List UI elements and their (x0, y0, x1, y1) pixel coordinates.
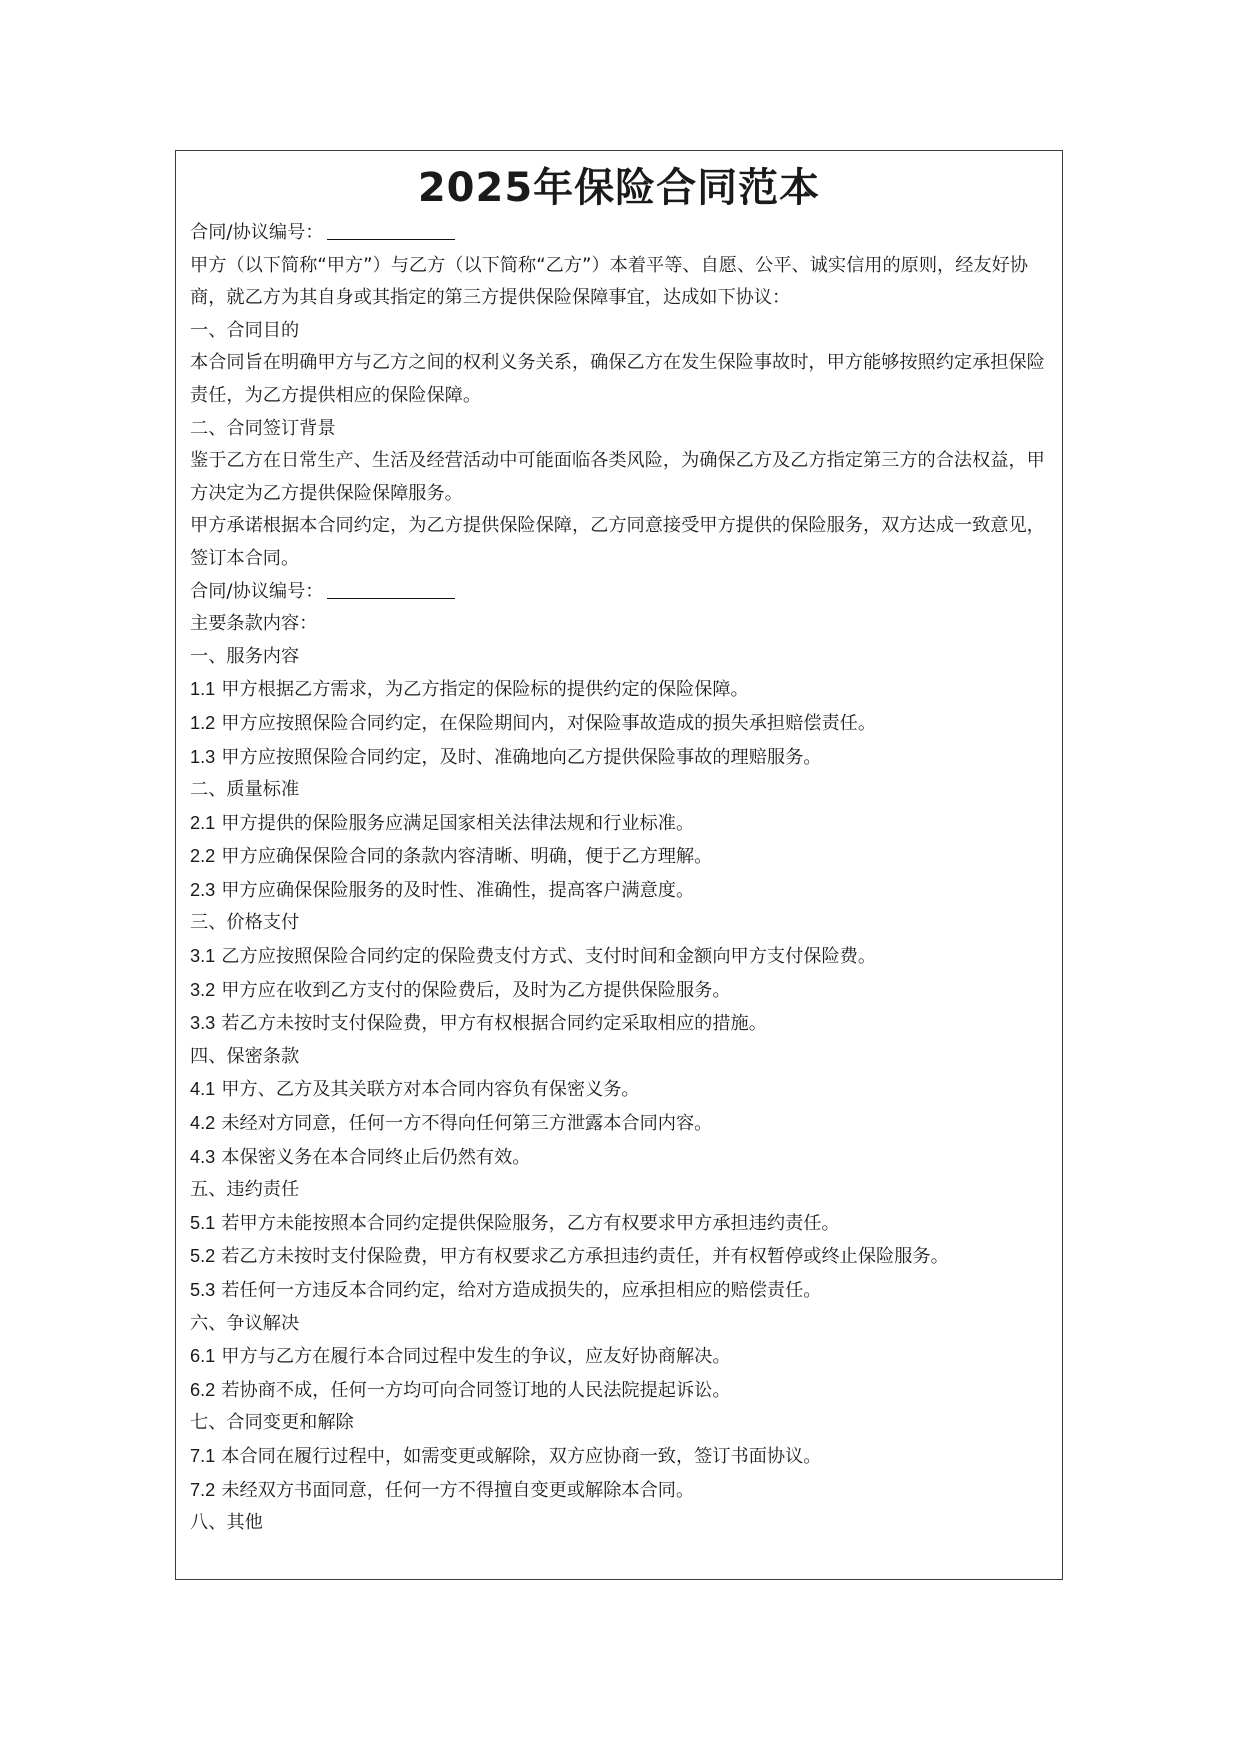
section-heading: 六、争议解决 (190, 1312, 300, 1334)
clause-text: 未经双方书面同意，任何一方不得擅自变更或解除本合同。 (221, 1479, 695, 1501)
clause-text: 未经对方同意，任何一方不得向任何第三方泄露本合同内容。 (221, 1113, 713, 1135)
section-heading: 七、合同变更和解除 (190, 1412, 354, 1434)
clause-number: 4.3 (190, 1146, 216, 1167)
section-heading: 二、质量标准 (190, 779, 300, 801)
main-terms-label: 主要条款内容： (190, 613, 318, 635)
clause-number: 1.1 (190, 679, 216, 700)
clause-number: 4.1 (190, 1079, 216, 1100)
clause-number: 7.2 (190, 1479, 216, 1500)
clause-item (190, 1374, 1054, 1408)
clause-item (190, 1073, 1054, 1107)
clause-text: 甲方应确保保险服务的及时性、准确性，提高客户满意度。 (221, 879, 695, 901)
clause-item (190, 1340, 1054, 1374)
clause-item (190, 840, 1054, 874)
clause-number: 5.3 (190, 1280, 216, 1300)
clause-text: 甲方应确保保险合同的条款内容清晰、明确，便于乙方理解。 (221, 846, 713, 868)
clause-number: 6.2 (190, 1379, 216, 1400)
clause-item (190, 1474, 1054, 1508)
clause-number: 6.1 (190, 1346, 216, 1367)
clause-number: 3.1 (190, 946, 216, 967)
section-heading: 五、违约责任 (190, 1179, 300, 1201)
clause-text: 甲方与乙方在履行本合同过程中发生的争议，应友好协商解决。 (221, 1346, 731, 1368)
clause-text: 本保密义务在本合同终止后仍然有效。 (221, 1146, 531, 1168)
clause-text: 甲方根据乙方需求，为乙方指定的保险标的提供约定的保险保障。 (221, 679, 749, 701)
sections-container (190, 641, 1054, 1540)
contract-number-label-2: 合同/协议编号： (190, 580, 324, 602)
background-paragraph-2: 甲方承诺根据本合同约定，为乙方提供保险保障，乙方同意接受甲方提供的保险服务，双方达成一致意见，签订本合同。 (190, 515, 1045, 569)
document-frame (175, 150, 1063, 1580)
clause-number: 3.2 (190, 979, 216, 1000)
clause-item (190, 1274, 1054, 1308)
clause-item (190, 1141, 1054, 1175)
background-heading: 二、合同签订背景 (190, 417, 336, 439)
clause-text: 若乙方未按时支付保险费，甲方有权要求乙方承担违约责任，并有权暂停或终止保险服务。 (221, 1246, 949, 1268)
document-body (190, 217, 1054, 1540)
clause-item (190, 874, 1054, 908)
clause-text: 若协商不成，任何一方均可向合同签订地的人民法院提起诉讼。 (221, 1379, 731, 1401)
clause-item (190, 741, 1054, 775)
intro-paragraph: 甲方（以下简称“甲方”）与乙方（以下简称“乙方”）本着平等、自愿、公平、诚实信用的原则，经友好协商，就乙方为其自身或其指定的第三方提供保险保障事宜，达成如下协议： (190, 254, 1028, 309)
clause-number: 5.2 (190, 1246, 216, 1267)
contract-number-label: 合同/协议编号： (190, 222, 324, 243)
contract-number-line (190, 217, 1054, 250)
clause-text: 甲方应按照保险合同约定，及时、准确地向乙方提供保险事故的理赔服务。 (221, 746, 822, 768)
clause-number: 2.1 (190, 812, 216, 833)
contract-number-blank-2[interactable] (327, 578, 455, 599)
clause-item (190, 1440, 1054, 1474)
document-title: 2025年保险合同范本 (417, 165, 821, 211)
clause-text: 若乙方未按时支付保险费，甲方有权根据合同约定采取相应的措施。 (221, 1013, 767, 1035)
clause-item (190, 1107, 1054, 1141)
clause-item (190, 1007, 1054, 1041)
section-heading: 四、保密条款 (190, 1045, 300, 1067)
clause-text: 本合同在履行过程中，如需变更或解除，双方应协商一致，签订书面协议。 (221, 1445, 822, 1467)
clause-item (190, 807, 1054, 841)
clause-item (190, 673, 1054, 707)
clause-item (190, 1240, 1054, 1274)
clause-number: 2.2 (190, 846, 216, 867)
contract-number-line-2 (190, 576, 1054, 609)
clause-text: 若任何一方违反本合同约定，给对方造成损失的，应承担相应的赔偿责任。 (221, 1280, 822, 1301)
clause-item (190, 1207, 1054, 1241)
section-heading: 八、其他 (190, 1512, 263, 1534)
contract-number-blank[interactable] (327, 219, 455, 240)
section-heading: 三、价格支付 (190, 912, 300, 934)
purpose-paragraph: 本合同旨在明确甲方与乙方之间的权利义务关系，确保乙方在发生保险事故时，甲方能够按照约定承担保险责任，为乙方提供相应的保险保障。 (190, 352, 1045, 406)
clause-text: 乙方应按照保险合同约定的保险费支付方式、支付时间和金额向甲方支付保险费。 (221, 946, 877, 968)
clause-number: 3.3 (190, 1013, 216, 1034)
clause-text: 甲方应在收到乙方支付的保险费后，及时为乙方提供保险服务。 (221, 979, 731, 1001)
purpose-heading: 一、合同目的 (190, 319, 300, 341)
clause-text: 若甲方未能按照本合同约定提供保险服务，乙方有权要求甲方承担违约责任。 (221, 1212, 840, 1234)
clause-number: 7.1 (190, 1445, 216, 1466)
clause-number: 4.2 (190, 1113, 216, 1134)
clause-text: 甲方应按照保险合同约定，在保险期间内，对保险事故造成的损失承担赔偿责任。 (221, 712, 877, 734)
clause-item (190, 707, 1054, 741)
clause-item (190, 974, 1054, 1008)
background-paragraph-1: 鉴于乙方在日常生产、生活及经营活动中可能面临各类风险，为确保乙方及乙方指定第三方的合法权益，甲方决定为乙方提供保险保障服务。 (190, 450, 1045, 504)
clause-number: 2.3 (190, 879, 216, 900)
section-heading: 一、服务内容 (190, 645, 300, 667)
clause-number: 1.3 (190, 746, 216, 767)
clause-number: 5.1 (190, 1212, 216, 1233)
clause-number: 1.2 (190, 712, 216, 733)
clause-item (190, 940, 1054, 974)
clause-text: 甲方、乙方及其关联方对本合同内容负有保密义务。 (221, 1079, 640, 1101)
clause-text: 甲方提供的保险服务应满足国家相关法律法规和行业标准。 (221, 812, 695, 834)
